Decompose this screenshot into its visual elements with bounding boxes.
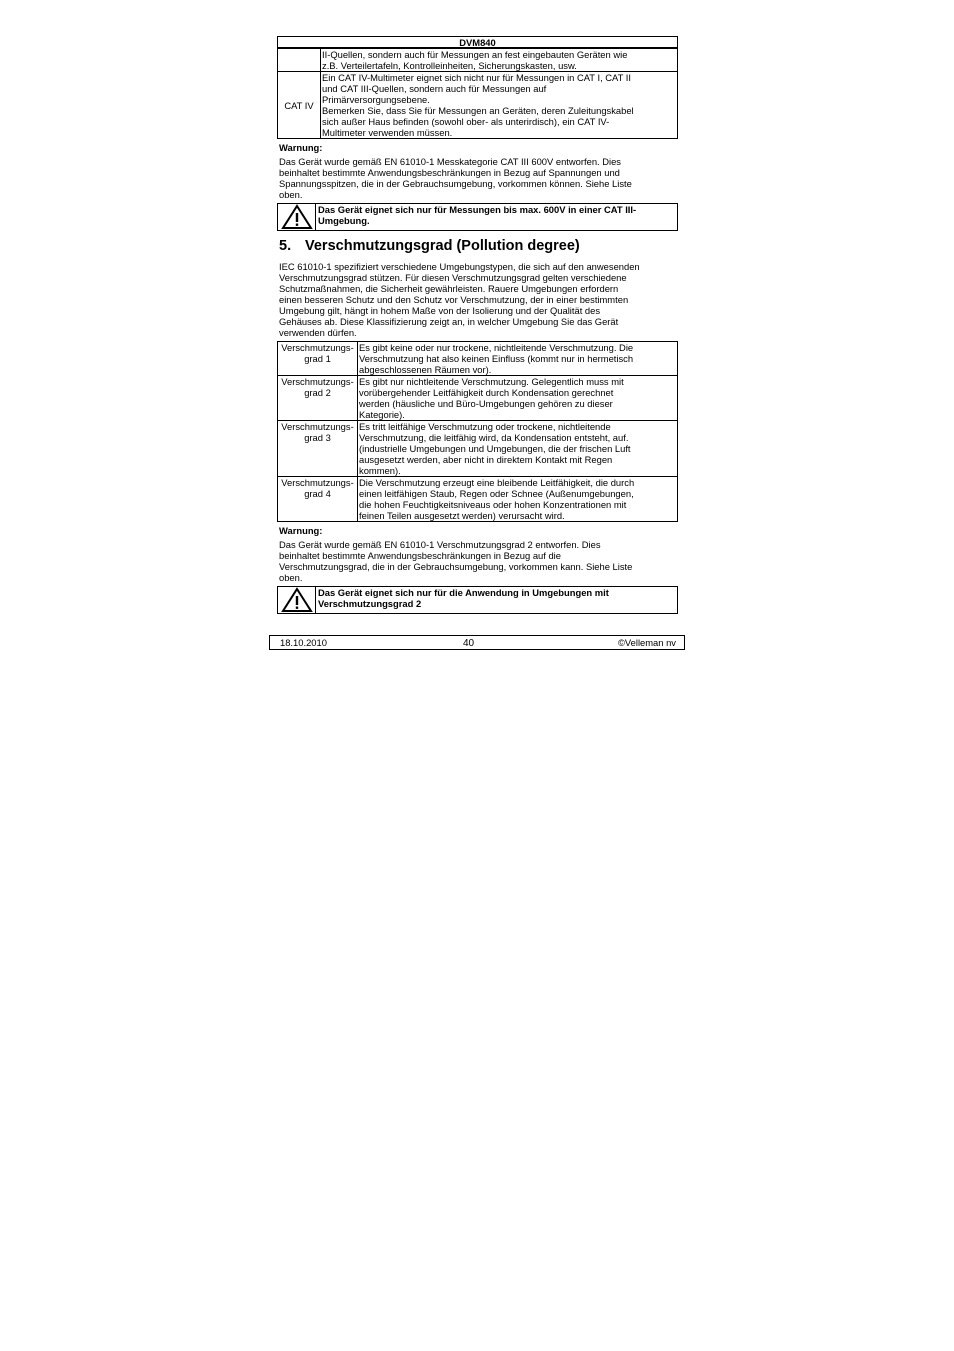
text-line: grad 1 [304,353,331,364]
text-line: Verschmutzungsgrad 2 [318,598,422,609]
text-line: Primärversorgungsebene. [322,94,430,105]
pollution-label [278,477,358,522]
text-line: (industrielle Umgebungen und Umgebungen, die der frischen Luft [359,443,631,454]
text-line: Verschmutzungs- [281,421,354,432]
footer-copyright: ©Velleman nv [618,637,676,648]
warning-heading: Warnung: [279,525,323,536]
text-line: z.B. Verteilertafeln, Kontrolleinheiten, Sicherungskasten, usw. [322,60,577,71]
text-line: abgeschlossenen Räumen vor). [359,364,492,375]
table-row [278,421,678,477]
text-line: grad 4 [304,488,331,499]
text-line: und CAT III-Quellen, sondern auch für Messungen auf [322,83,547,94]
notice-text [316,204,638,230]
text-line: oben. [279,572,303,583]
pollution-description [358,421,678,477]
text-line: Verschmutzung, die leitfähig wird, da Kondensation entsteht, auf. [359,432,629,443]
section-title: Verschmutzungsgrad (Pollution degree) [305,238,580,254]
text-line: Es gibt keine oder nur trockene, nichtleitende Verschmutzung. Die [359,342,634,353]
text-line: kommen). [359,465,401,476]
warning-triangle-icon [278,587,316,613]
text-line: Kategorie). [359,409,405,420]
warning-notice-box [277,586,678,614]
text-line: Schutzmaßnahmen, die Sicherheit gewährleisten. Rauere Umgebungen erfordern [279,283,619,294]
text-line: einen leitfähigen Staub, Regen oder Schnee (Außenumgebungen, [359,488,634,499]
text-line: Es gibt nur nichtleitende Verschmutzung. Gelegentlich muss mit [359,376,624,387]
header-title: DVM840 [277,36,678,48]
text-line: Multimeter verwenden müssen. [322,127,453,138]
pollution-description [358,342,678,376]
text-line: Umgebung. [318,215,370,226]
cat-table [277,48,678,139]
document-page [277,36,678,614]
text-line: Verschmutzung hat also keinen Einfluss (kommt nur in hermetisch [359,353,634,364]
text-line: Verschmutzungsgrad, die in der Gebrauchsumgebung, vorkommen kann. Siehe Liste [279,561,633,572]
pollution-label [278,342,358,376]
warning-paragraph [279,156,678,200]
table-row [278,49,678,72]
text-line: Das Gerät wurde gemäß EN 61010-1 Verschmutzungsgrad 2 entworfen. Dies [279,539,601,550]
text-line: Verschmutzungsgrad stützen. Für diesen Verschmutzungsgrad gelten verschiedene [279,272,627,283]
text-line: II-Quellen, sondern auch für Messungen an fest eingebauten Geräten wie [322,49,628,60]
cat-description [321,49,678,72]
page-footer [269,635,685,650]
text-line: einen besseren Schutz und den Schutz vor Verschmutzung, der in einer bestimmten [279,294,629,305]
text-line: Spannungsspitzen, die in der Gebrauchsumgebung, vorkommen können. Siehe Liste [279,178,632,189]
pollution-label [278,376,358,421]
pollution-table [277,341,678,522]
warning-heading: Warnung: [279,142,323,153]
text-line: grad 2 [304,387,331,398]
text-line: vorübergehender Leitfähigkeit durch Kondensation gerechnet [359,387,614,398]
cat-label [278,49,321,72]
warning-paragraph [279,539,678,583]
text-line: Die Verschmutzung erzeugt eine bleibende Leitfähigkeit, die durch [359,477,635,488]
text-line: Es tritt leitfähige Verschmutzung oder trockene, nichtleitende [359,421,611,432]
cat-label: CAT IV [278,72,321,139]
text-line: feinen Teilen ausgesetzt werden) verursacht wird. [359,510,565,521]
pollution-label [278,421,358,477]
text-line: ausgesetzt werden, aber nicht in direktem Kontakt mit Regen [359,454,613,465]
warning-notice-box [277,203,678,231]
text-line: IEC 61010-1 spezifiziert verschiedene Umgebungstypen, die sich auf den anwesenden [279,261,640,272]
section-number: 5. [279,238,292,254]
section-intro [279,261,678,338]
text-line: Gehäuses ab. Diese Klassifizierung zeigt an, in welcher Umgebung Sie das Gerät [279,316,619,327]
text-line: verwenden dürfen. [279,327,357,338]
text-line: Verschmutzungs- [281,477,354,488]
table-row [278,376,678,421]
text-line: beinhaltet bestimmte Anwendungsbeschränkungen in Bezug auf die [279,550,561,561]
warning-triangle-icon [278,204,316,230]
text-line: Das Gerät eignet sich nur für Messungen bis max. 600V in einer CAT III- [318,204,637,215]
text-line: grad 3 [304,432,331,443]
text-line: Umgebung gilt, hängt in hohem Maße von der Isolierung und der Qualität des [279,305,601,316]
text-line: Bemerken Sie, dass Sie für Messungen an Geräten, deren Zuleitungskabel [322,105,634,116]
text-line: sich außer Haus befinden (sowohl ober- als unterirdisch), ein CAT IV- [322,116,610,127]
section-heading [279,238,678,255]
text-line: Verschmutzungs- [281,376,354,387]
text-line: oben. [279,189,303,200]
text-line: beinhaltet bestimmte Anwendungsbeschränkungen in Bezug auf Spannungen und [279,167,620,178]
text-line: Verschmutzungs- [281,342,354,353]
table-row [278,477,678,522]
text-line: Das Gerät wurde gemäß EN 61010-1 Messkategorie CAT III 600V entworfen. Dies [279,156,621,167]
footer-date: 18.10.2010 [280,637,327,648]
cat-description [321,72,678,139]
text-line: die hohen Feuchtigkeitsniveaus oder hohen Konzentrationen mit [359,499,627,510]
text-line: Das Gerät eignet sich nur für die Anwendung in Umgebungen mit [318,587,609,598]
pollution-description [358,376,678,421]
page-number: 40 [463,638,475,649]
table-row [278,342,678,376]
table-row [278,72,678,139]
text-line: Ein CAT IV-Multimeter eignet sich nicht nur für Messungen in CAT I, CAT II [322,72,631,83]
text-line: werden (häusliche und Büro-Umgebungen gehören zu dieser [359,398,613,409]
notice-text [316,587,611,613]
pollution-description [358,477,678,522]
